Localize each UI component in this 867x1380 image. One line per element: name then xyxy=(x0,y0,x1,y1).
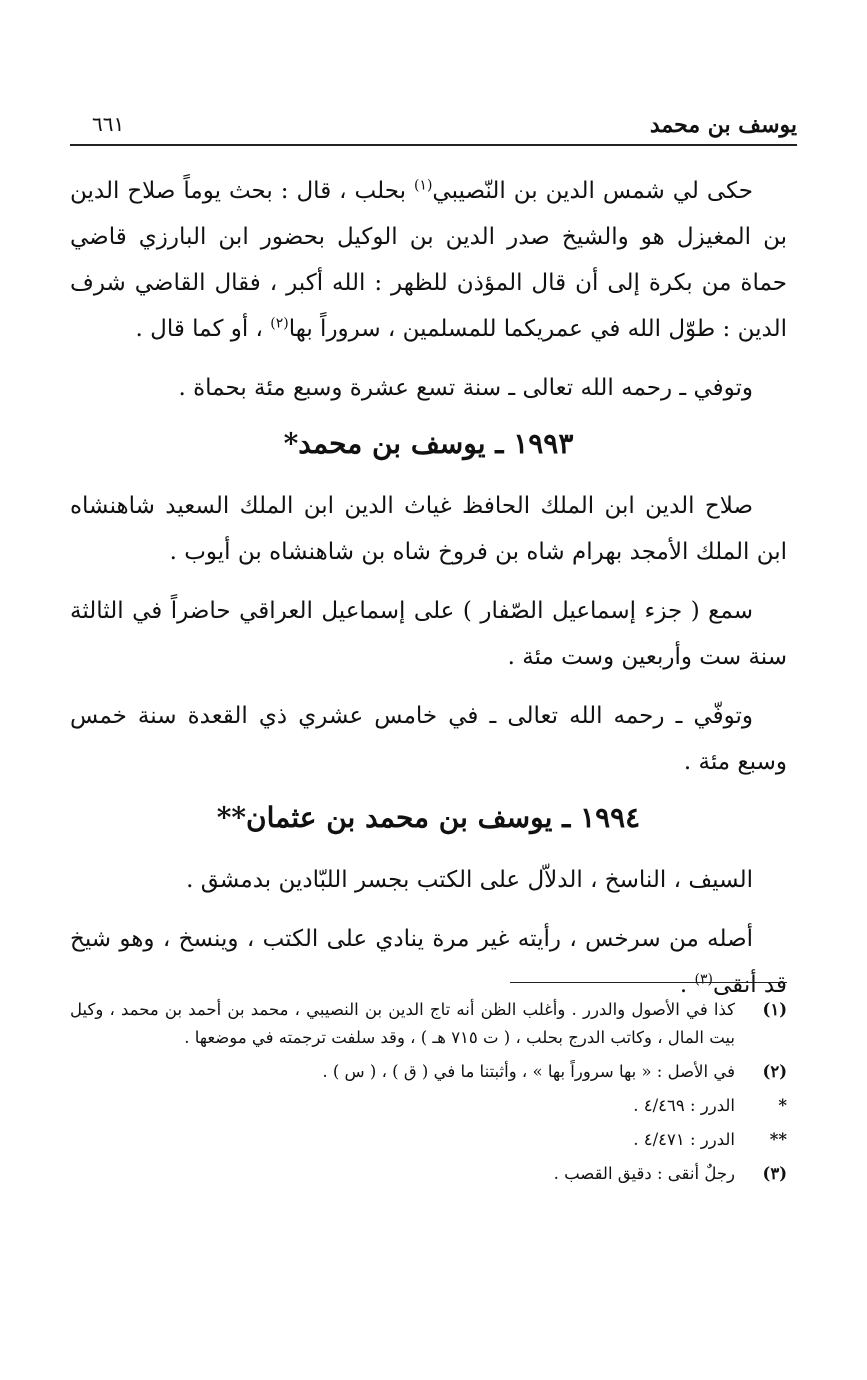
paragraph-lineage: صلاح الدين ابن الملك الحافظ غياث الدين ابن الملك السعيد شاهنشاه ابن الملك الأمجد بهرام شاه بن فروخ شاه بن شاهنشاه بن أيوب . xyxy=(70,493,787,565)
paragraph-death-2: وتوفّي ـ رحمه الله تعالى ـ في خامس عشري ذي القعدة سنة خمس وسبع مئة . xyxy=(70,703,787,775)
footnote-item xyxy=(70,1092,787,1120)
footnote-text: الدرر : ٤/٤٦٩ . xyxy=(633,1096,735,1115)
running-title: يوسف بن محمد xyxy=(649,112,797,138)
footnote-text: رجلٌ أنقى : دقيق القصب . xyxy=(553,1164,735,1183)
footnote-ref-3: (٣) xyxy=(694,971,714,988)
footnote-text: في الأصل : « بها سروراً بها » ، وأثبتنا ما في ( ق ) ، ( س ) . xyxy=(322,1062,735,1081)
paragraph-hearing: سمع ( جزء إسماعيل الصّفار ) على إسماعيل العراقي حاضراً في الثالثة سنة ست وأربعين وست مئة . xyxy=(70,598,787,670)
footnote-text: الدرر : ٤/٤٧١ . xyxy=(633,1130,735,1149)
anecdote-text-1: حكى لي شمس الدين بن النّصيبي xyxy=(432,178,753,204)
footnote-mark: (٣) xyxy=(762,1164,787,1183)
entry-heading-1994: ١٩٩٤ ـ يوسف بن محمد بن عثمان** xyxy=(216,801,641,834)
footnote-mark: (١) xyxy=(762,1000,787,1019)
footnote-item xyxy=(70,996,787,1052)
paragraph-death-1: وتوفي ـ رحمه الله تعالى ـ سنة تسع عشرة وسبع مئة بحماة . xyxy=(178,375,753,401)
origin-text-1: أصله من سرخس ، رأيته غير مرة ينادي على الكتب ، وينسخ ، وهو شيخ قد أنقى xyxy=(70,926,787,998)
paragraph-origin xyxy=(70,916,787,1008)
footnote-text: كذا في الأصول والدرر . وأغلب الظن أنه تاج الدين بن النصيبي ، محمد بن أحمد بن محمد ، وكيل بيت المال ، وكاتب الدرج بحلب ، ( ت ٧١٥ هـ ) ، وقد سلفت ترجمته في موضعها . xyxy=(70,1000,735,1047)
footnotes xyxy=(70,996,787,1194)
footnote-item xyxy=(70,1160,787,1188)
footnote-separator xyxy=(510,982,787,983)
footnote-mark: * xyxy=(778,1096,787,1115)
footnote-mark: ** xyxy=(769,1130,787,1149)
footnote-ref-1: (١) xyxy=(413,177,433,194)
footnote-item xyxy=(70,1058,787,1086)
paragraph-profession: السيف ، الناسخ ، الدلاّل على الكتب بجسر اللبّادين بدمشق . xyxy=(186,867,753,893)
anecdote-text-3: ، أو كما قال . xyxy=(135,316,271,342)
footnote-ref-2: (٢) xyxy=(270,315,289,332)
page-header xyxy=(70,112,797,142)
footnote-item xyxy=(70,1126,787,1154)
main-text xyxy=(70,168,787,1021)
paragraph-anecdote xyxy=(70,168,787,352)
origin-text-2: . xyxy=(679,972,695,998)
anecdote-text-2: بحلب ، قال : بحث يوماً صلاح الدين بن المغيزل هو والشيخ صدر الدين بن الوكيل بحضور ابن البارزي قاضي حماة من بكرة إلى أن قال المؤذن للظهر : الله أكبر ، فقال القاضي شرف الدين : طوّل الله في عمريكما للمسلمين ، سروراً بها xyxy=(70,178,787,342)
footnote-mark: (٢) xyxy=(762,1062,787,1081)
header-rule xyxy=(70,144,797,146)
entry-heading-1993: ١٩٩٣ ـ يوسف بن محمد* xyxy=(283,427,574,460)
page-number: ٦٦١ xyxy=(92,112,125,136)
